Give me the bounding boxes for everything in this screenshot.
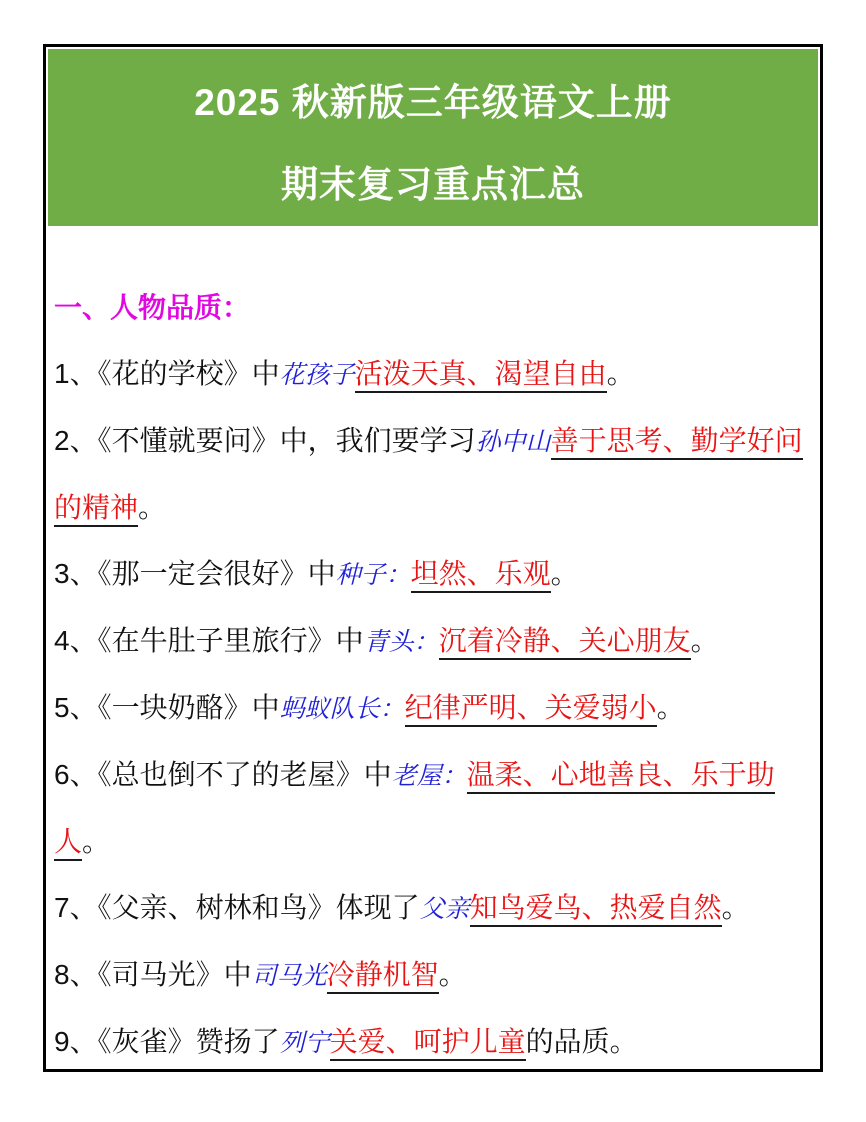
text-segment-blue: 青头： xyxy=(363,627,439,656)
text-segment-black: 4、《在牛肚子里旅行》中 xyxy=(54,625,364,656)
section-heading-text: 一、人物品质： xyxy=(54,292,251,323)
text-segment-red: 善于思考、勤学好问的精神 xyxy=(54,425,803,527)
text-segment-blue: 孙中山 xyxy=(475,427,551,456)
list-item xyxy=(54,608,808,675)
text-segment-black: 。 xyxy=(138,492,167,523)
text-segment-blue: 蚂蚁队长： xyxy=(279,694,405,723)
text-segment-red: 沉着冷静、关心朋友 xyxy=(439,625,691,660)
list-item xyxy=(54,1009,808,1076)
document-title-line-2: 期末复习重点汇总 xyxy=(281,164,585,205)
text-segment-blue: 父亲 xyxy=(419,894,470,923)
text-segment-black: 2、《不懂就要问》中，我们要学习 xyxy=(54,425,476,456)
text-segment-black: 。 xyxy=(606,358,635,389)
text-segment-black: 5、《一块奶酪》中 xyxy=(54,692,280,723)
items-list xyxy=(54,341,808,1076)
text-segment-black: 。 xyxy=(690,625,719,656)
text-segment-red: 关爱、呵护儿童 xyxy=(330,1026,526,1061)
text-segment-blue: 列宁 xyxy=(279,1028,330,1057)
text-segment-black: 。 xyxy=(550,558,579,589)
content-area xyxy=(48,226,818,1076)
section-heading xyxy=(54,275,808,341)
document-sheet xyxy=(43,44,823,1072)
text-segment-blue: 老屋： xyxy=(391,761,467,790)
text-segment-red: 知鸟爱鸟、热爱自然 xyxy=(470,892,722,927)
text-segment-black: 的品质。 xyxy=(525,1026,638,1057)
text-segment-black: 8、《司马光》中 xyxy=(54,959,252,990)
text-segment-red: 温柔、心地善良、乐于助人 xyxy=(54,759,775,861)
list-item xyxy=(54,341,808,408)
text-segment-black: 。 xyxy=(656,692,685,723)
text-segment-red: 坦然、乐观 xyxy=(411,558,551,593)
list-item xyxy=(54,942,808,1009)
text-segment-black: 6、《总也倒不了的老屋》中 xyxy=(54,759,392,790)
text-segment-black: 。 xyxy=(82,826,111,857)
text-segment-black: 9、《灰雀》赞扬了 xyxy=(54,1026,280,1057)
list-item xyxy=(54,408,808,541)
text-segment-blue: 花孩子 xyxy=(279,360,355,389)
list-item xyxy=(54,742,808,875)
header-banner xyxy=(48,49,818,226)
list-item xyxy=(54,875,808,942)
text-segment-black: 3、《那一定会很好》中 xyxy=(54,558,336,589)
text-segment-blue: 种子： xyxy=(335,560,411,589)
text-segment-black: 。 xyxy=(721,892,750,923)
text-segment-black: 1、《花的学校》中 xyxy=(54,358,280,389)
text-segment-black: 。 xyxy=(438,959,467,990)
list-item xyxy=(54,541,808,608)
text-segment-black: 7、《父亲、树林和鸟》体现了 xyxy=(54,892,420,923)
text-segment-red: 活泼天真、渴望自由 xyxy=(355,358,607,393)
text-segment-red: 冷静机智 xyxy=(327,959,439,994)
document-title-line-1: 2025 秋新版三年级语文上册 xyxy=(194,82,672,123)
list-item xyxy=(54,675,808,742)
text-segment-blue: 司马光 xyxy=(251,961,327,990)
text-segment-red: 纪律严明、关爱弱小 xyxy=(405,692,657,727)
